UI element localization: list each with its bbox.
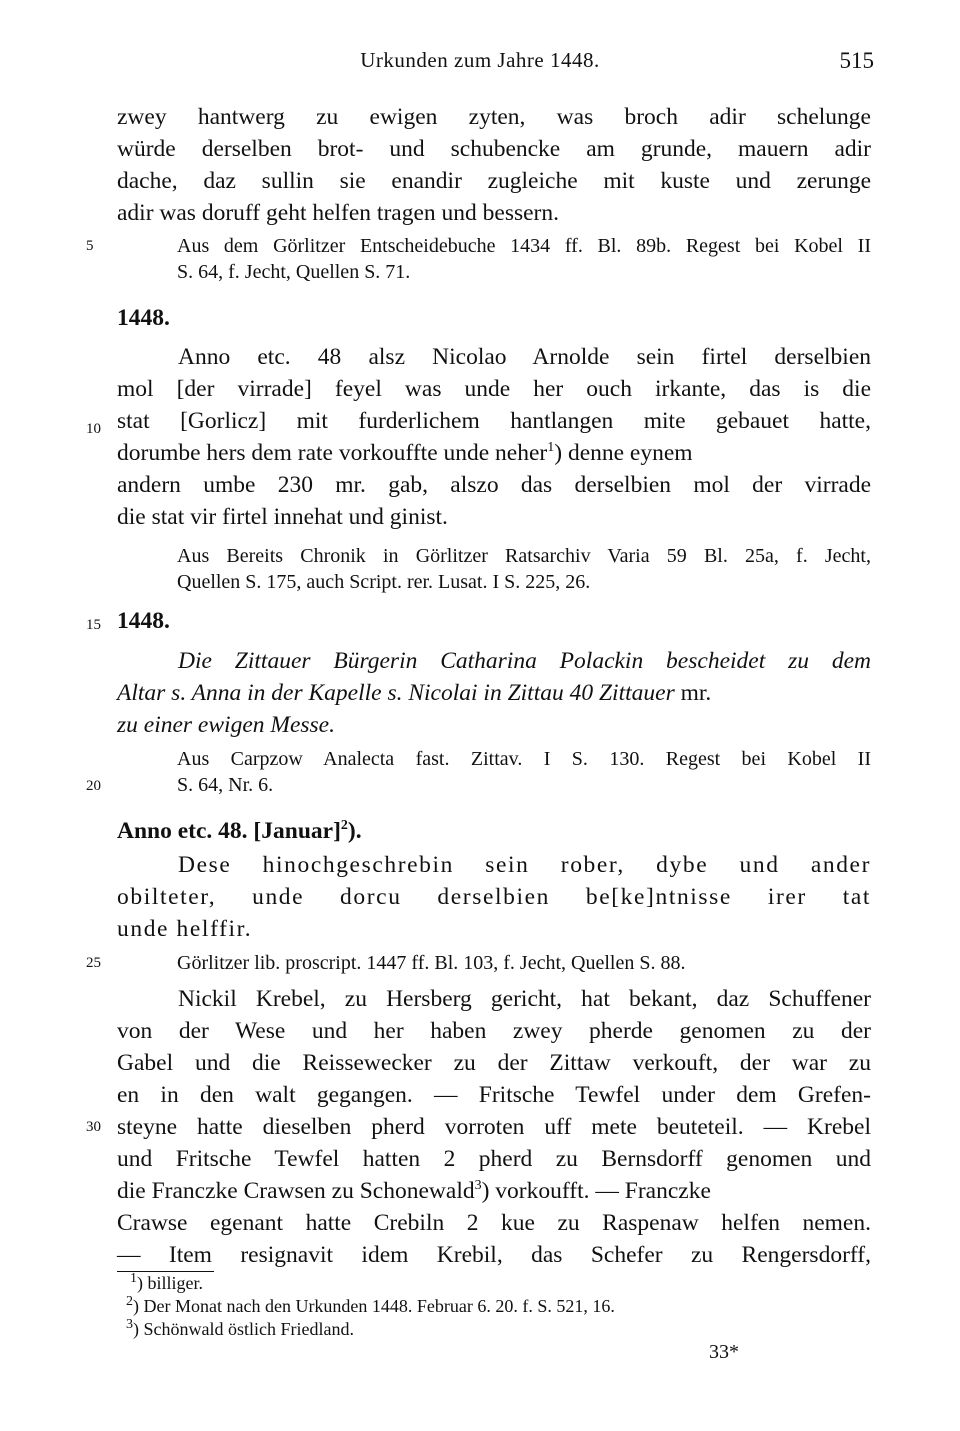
text-line: würde derselben brot- und schubencke am grunde, mauern adir: [117, 136, 871, 162]
text-line: obilteter, unde dorcu derselbien be[ke]ntnisse irer tat: [117, 884, 871, 910]
source-note: Görlitzer lib. proscript. 1447 ff. Bl. 103, f. Jecht, Quellen S. 88.: [177, 952, 686, 974]
source-note: S. 64, Nr. 6.: [177, 774, 274, 796]
text-line: unde helffir.: [117, 916, 253, 942]
text-segment: ).: [347, 818, 362, 844]
source-note: S. 64, f. Jecht, Quellen S. 71.: [177, 261, 411, 283]
line-number: 30: [86, 1119, 101, 1135]
text-line: Dese hinochgeschrebin sein rober, dybe und ander: [178, 852, 871, 878]
text-line: — Item resignavit idem Krebil, das Schefer zu Rengersdorff,: [117, 1242, 871, 1268]
text-line: dache, daz sullin sie enandir zugleiche mit kuste und zerunge: [117, 168, 871, 194]
source-note: Quellen S. 175, auch Script. rer. Lusat. I S. 225, 26.: [177, 571, 591, 593]
text-line: mol [der virrade] feyel was unde her ouch irkante, das is die: [117, 376, 871, 402]
footnote: [130, 1272, 203, 1294]
text-line: adir was doruff geht helfen tragen und bessern.: [117, 200, 560, 226]
text-segment: die Franczke Crawsen zu Schonewald: [117, 1178, 475, 1204]
text-segment: Altar s. Anna in der Kapelle s. Nicolai in Zittau 40 Zittauer: [117, 680, 675, 706]
text-line: und Fritsche Tewfel hatten 2 pherd zu Bernsdorff genomen und: [117, 1146, 871, 1172]
text-line: [117, 1175, 871, 1207]
text-segment: ) vorkoufft. — Franczke: [481, 1178, 711, 1204]
footnote-mark: 1: [130, 1271, 137, 1286]
line-number: 10: [86, 421, 101, 437]
source-note: Aus Carpzow Analecta fast. Zittav. I S. 130. Regest bei Kobel II: [177, 748, 871, 770]
signature-mark: 33*: [709, 1341, 739, 1363]
text-line: Anno etc. 48 alsz Nicolao Arnolde sein firtel derselbien: [178, 344, 871, 370]
text-line: en in den walt gegangen. — Fritsche Tewfel under dem Grefen-: [117, 1082, 871, 1108]
text-segment: [117, 1175, 711, 1207]
text-line: Crawse egenant hatte Crebiln 2 kue zu Raspenaw helfen nemen.: [117, 1210, 871, 1236]
text-line: Nickil Krebel, zu Hersberg gericht, hat bekant, daz Schuffener: [178, 986, 871, 1012]
source-note: Aus Bereits Chronik in Görlitzer Ratsarchiv Varia 59 Bl. 25a, f. Jecht,: [177, 545, 871, 567]
text-line: Gabel und die Reissewecker zu der Zittaw verkouft, der war zu: [117, 1050, 871, 1076]
entry-year: 1448.: [117, 608, 170, 634]
text-line: die stat vir firtel innehat und ginist.: [117, 504, 448, 530]
regest-line: [117, 677, 889, 709]
entry-year: 1448.: [117, 305, 170, 331]
text-line: stat [Gorlicz] mit furderlichem hantlangen mite gebauet hatte,: [117, 408, 871, 434]
footnote-text: ) Der Monat nach den Urkunden 1448. Februar 6. 20. f. S. 521, 16.: [133, 1296, 615, 1316]
footnote-text: ) Schönwald östlich Friedland.: [133, 1319, 354, 1339]
text-segment: dorumbe hers dem rate vorkouffte unde neher: [117, 440, 548, 466]
entry-heading: [117, 815, 871, 847]
footnote-ref: 3: [474, 1178, 482, 1194]
page-number: 515: [839, 48, 874, 73]
footnote: [126, 1318, 354, 1340]
text-line: zwey hantwerg zu ewigen zyten, was broch adir schelunge: [117, 104, 871, 130]
line-number: 20: [86, 778, 101, 794]
source-note: Aus dem Görlitzer Entscheidebuche 1434 ff. Bl. 89b. Regest bei Kobel II: [177, 235, 871, 257]
running-title: Urkunden zum Jahre 1448.: [360, 48, 600, 72]
text-segment: Anno etc. 48. [Januar]: [117, 818, 341, 844]
line-number: 25: [86, 955, 101, 971]
text-line: [117, 437, 871, 469]
footnote-mark: 3: [126, 1317, 133, 1332]
text-line: andern umbe 230 mr. gab, alszo das derselbien mol der virrade: [117, 472, 871, 498]
text-segment: ) denne eynem: [554, 440, 693, 466]
footnote: [126, 1295, 615, 1317]
footnote-ref: 1: [547, 440, 555, 456]
text-segment: mr.: [680, 680, 712, 706]
text-line: von der Wese und her haben zwey pherde genomen zu der: [117, 1018, 871, 1044]
footnote-text: ) billiger.: [137, 1273, 203, 1293]
line-number: 5: [86, 238, 94, 254]
footnote-ref: 2: [340, 818, 348, 834]
footnote-mark: 2: [126, 1294, 133, 1309]
regest-line: zu einer ewigen Messe.: [117, 712, 335, 738]
regest-line: Die Zittauer Bürgerin Catharina Polackin bescheidet zu dem: [178, 648, 871, 674]
page-header: [0, 48, 960, 78]
line-number: 15: [86, 617, 101, 633]
text-line: steyne hatte dieselben pherd vorroten uff mete beuteteil. — Krebel: [117, 1114, 871, 1140]
